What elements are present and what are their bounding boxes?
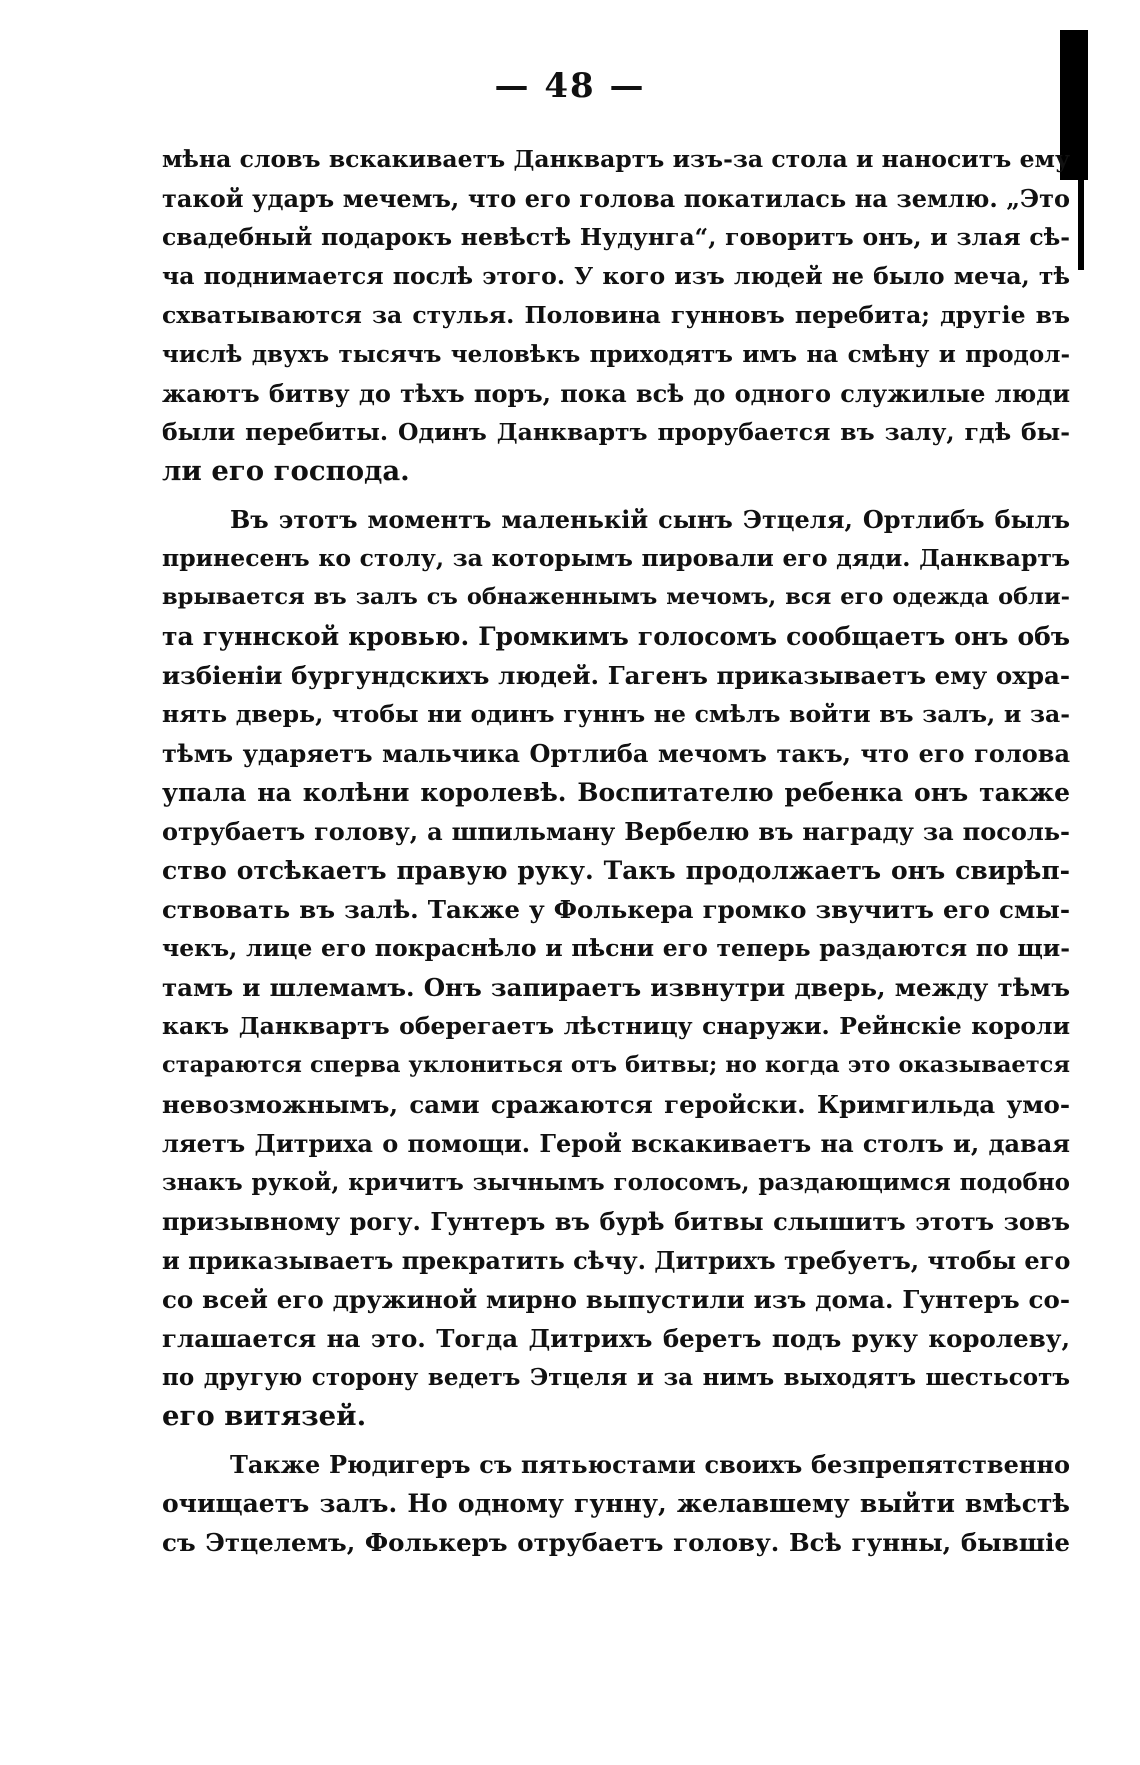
text-line: та гуннской кровью. Громкимъ голосомъ сообщаетъ онъ объ [162,622,1070,651]
text-line: тамъ и шлемамъ. Онъ запираетъ извнутри дверь, между тѣмъ [162,973,1070,1002]
text-line: ли его господа. [162,455,410,487]
text-line: тѣмъ ударяетъ мальчика Ортлиба мечомъ такъ, что его голова [162,739,1070,768]
text-line: жаютъ битву до тѣхъ поръ, пока всѣ до одного служилые люди [162,379,1070,408]
text-line: такой ударъ мечемъ, что его голова покатилась на землю. „Это [162,184,1070,213]
text-line: стараются сперва уклониться отъ битвы; но когда это оказывается [162,1052,1070,1078]
text-line: нять дверь, чтобы ни одинъ гуннъ не смѣлъ войти въ залъ, и за- [162,700,1070,728]
text-line: числѣ двухъ тысячъ человѣкъ приходятъ имъ на смѣну и продол- [162,341,1070,368]
text-line: были перебиты. Одинъ Данквартъ прорубается въ залу, гдѣ бы- [162,418,1070,446]
text-line: принесенъ ко столу, за которымъ пировали его дяди. Данквартъ [162,544,1070,572]
text-line: призывному рогу. Гунтеръ въ бурѣ битвы слышитъ этотъ зовъ [162,1207,1070,1236]
text-line: глашается на это. Тогда Дитрихъ беретъ подъ руку королеву, [162,1324,1070,1353]
text-body [162,140,1070,1562]
paragraph-1 [162,140,1070,491]
text-line: врывается въ залъ съ обнаженнымъ мечомъ, вся его одежда обли- [162,584,1070,610]
text-line: избіеніи бургундскихъ людей. Гагенъ приказываетъ ему охра- [162,661,1070,690]
text-line: мѣна словъ вскакиваетъ Данквартъ изъ-за стола и наноситъ ему [162,145,1070,173]
text-line: знакъ рукой, кричитъ зычнымъ голосомъ, раздающимся подобно [162,1169,1070,1196]
text-line: ляетъ Дитриха о помощи. Герой вскакиваетъ на столъ и, давая [162,1129,1070,1158]
text-line: ство отсѣкаетъ правую руку. Такъ продолжаетъ онъ свирѣп- [162,856,1070,885]
text-line: невозможнымъ, сами сражаются геройски. Кримгильда умо- [162,1090,1070,1119]
text-line: какъ Данквартъ оберегаетъ лѣстницу снаружи. Рейнскіе короли [162,1012,1070,1040]
text-line: со всей его дружиной мирно выпустили изъ дома. Гунтеръ со- [162,1285,1070,1314]
paragraph-2 [162,500,1070,1436]
text-line: ствовать въ залѣ. Также у Фолькера громко звучитъ его смы- [162,895,1070,924]
page-number: — 48 — [494,66,646,106]
text-line: упала на колѣни королевѣ. Воспитателю ребенка онъ также [162,778,1070,807]
paragraph-3 [162,1445,1070,1562]
text-line: Въ этотъ моментъ маленькій сынъ Этцеля, Ортлибъ былъ [230,505,1070,534]
text-line: очищаетъ залъ. Но одному гунну, желавшему выйти вмѣстѣ [162,1489,1070,1518]
page-edge-mark-thin [1078,180,1084,270]
text-line: ча поднимается послѣ этого. У кого изъ людей не было меча, тѣ [162,262,1070,290]
text-line: его витязей. [162,1400,367,1432]
text-line: отрубаетъ голову, а шпильману Вербелю въ награду за посоль- [162,817,1070,846]
text-line: и приказываетъ прекратить сѣчу. Дитрихъ требуетъ, чтобы его [162,1246,1070,1275]
text-line: съ Этцелемъ, Фолькеръ отрубаетъ голову. Всѣ гунны, бывшіе [162,1528,1070,1557]
text-line: по другую сторону ведетъ Этцеля и за нимъ выходятъ шестьсотъ [162,1364,1070,1391]
text-line: схватываются за стулья. Половина гунновъ перебита; другіе въ [162,301,1070,329]
text-line: Также Рюдигеръ съ пятьюстами своихъ безпрепятственно [230,1450,1070,1479]
text-line: свадебный подарокъ невѣстѣ Нудунга“, говоритъ онъ, и злая сѣ- [162,223,1070,251]
text-line: чекъ, лице его покраснѣло и пѣсни его теперь раздаются по щи- [162,934,1070,962]
